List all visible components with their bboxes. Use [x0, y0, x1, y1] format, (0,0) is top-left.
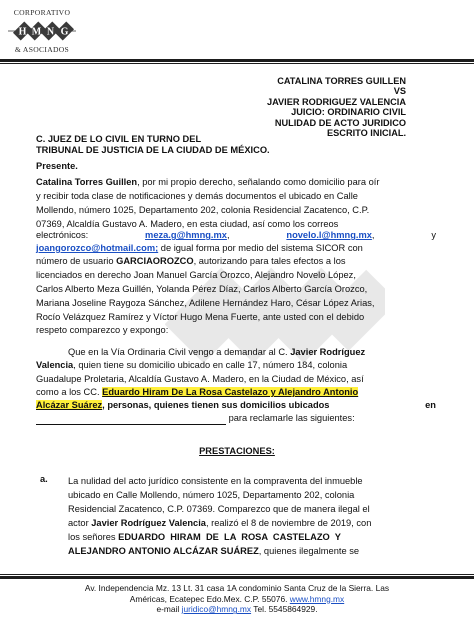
logo-top-text: CORPORATIVO [13, 8, 71, 17]
footer-line: Américas, Ecatepec Edo.Mex. C.P. 55076. www.hmng.mx [129, 593, 345, 604]
item-line: Residencial Zacatenco, C.P. 07369. Comparezco que de manera ilegal el [68, 504, 370, 514]
intro-line: joangorozco@hotmail.com; de igual forma por medio del sistema SICOR con [36, 243, 363, 253]
intro-line: licenciados en derecho Joan Manuel García Orozco, Alejandro Novelo López, [36, 270, 356, 280]
logo-letter: G [60, 26, 69, 38]
claim-line: Valencia, quien tiene su domicilio ubicado en calle 17, número 184, colonia [36, 360, 348, 370]
addressee-line: TRIBUNAL DE JUSTICIA DE LA CIUDAD DE MÉXICO. [36, 145, 270, 155]
footer-address [0, 583, 474, 615]
logo-letter: M [31, 26, 42, 38]
claim-blank-line: para reclamarle las siguientes: [36, 411, 436, 425]
claim-line: Que en la Vía Ordinaria Civil vengo a demandar al C. Javier Rodríguez [68, 347, 366, 357]
footer-rule [0, 574, 474, 580]
highlighted-names: Eduardo Hiram De La Rosa Castelazo y Alejandro Antonio [102, 387, 359, 397]
item-line: actor Javier Rodríguez Valencia, realizó el 8 de noviembre de 2019, con [68, 518, 372, 528]
intro-line: 07369, Alcaldía Gustavo A. Madero, en esta ciudad, así como los correos [36, 219, 339, 229]
intro-line: Catalina Torres Guillen, por mi propio derecho, señalando como domicilio para oír [36, 177, 380, 187]
footer-line: e-mail juridico@hmng.mx Tel. 5545864929. [156, 604, 318, 615]
intro-line: Carlos Alberto Meza Guillén, Yolanda Pérez Díaz, Carlos Alberto García Orozco, [36, 284, 368, 294]
email-link[interactable]: meza.g@hmng.mx [145, 230, 227, 240]
case-subject: NULIDAD DE ACTO JURIDICO [274, 117, 406, 128]
claim-line: como a los CC. Eduardo Hiram De La Rosa Castelazo y Alejandro Antonio [36, 387, 359, 397]
blank-underline [36, 415, 226, 425]
logo-letter: N [46, 26, 55, 38]
claim-line: Alcázar Suárez, personas, quienes tienen sus domicilios ubicados en [36, 400, 436, 410]
item-line: ubicado en Calle Mollendo, número 1025, Departamento 202, colonia [68, 490, 355, 500]
item-line: los señores EDUARDO HIRAM DE LA ROSA CASTELAZO Y [68, 532, 341, 542]
header-rule [0, 59, 474, 65]
email-link[interactable]: joangorozco@hotmail.com; [36, 243, 159, 253]
addressee [36, 134, 436, 156]
item-line: La nulidad del acto jurídico consistente en la compraventa del inmueble [68, 476, 363, 486]
document-type: ESCRITO INICIAL. [327, 128, 406, 139]
intro-line: Mollendo, número 1025, Departamento 202, colonia Residencial Zacatenco, C.P. [36, 205, 370, 215]
item-letter: a. [40, 474, 48, 484]
plaintiff-name: CATALINA TORRES GUILLEN [277, 76, 406, 86]
intro-line: y recibir toda clase de notificaciones y demás documentos el ubicado en Calle [36, 191, 358, 201]
trial-type: JUICIO: ORDINARIO CIVIL [291, 107, 406, 118]
salutation: Presente. [36, 161, 78, 171]
logo-bottom-text: & ASOCIADOS [14, 45, 70, 54]
sicor-username: GARCIAOROZCO [116, 256, 194, 266]
logo-letter: H [18, 26, 27, 38]
addressee-line: C. JUEZ DE LO CIVIL EN TURNO DEL [36, 134, 202, 144]
prestaciones-heading: PRESTACIONES: [199, 446, 275, 456]
intro-line: respeto comparezco y expongo: [36, 325, 169, 335]
website-link[interactable]: www.hmng.mx [289, 593, 345, 604]
logo-hmng-mark [8, 20, 76, 42]
intro-line: Rocío Velázquez Ramírez y Víctor Hugo Mena Fuerte, ante usted con el debido [36, 312, 365, 322]
versus-label: VS [393, 86, 406, 97]
claim-line: Guadalupe Proletaria, Alcaldía Gustavo A. Madero, en la Ciudad de México, así [36, 374, 364, 384]
email-link[interactable]: novelo.l@hmng.mx [286, 230, 372, 240]
defendant-name: JAVIER RODRIGUEZ VALENCIA [266, 96, 406, 107]
case-caption [267, 76, 406, 138]
footer-email-link[interactable]: juridico@hmng.mx [181, 604, 252, 615]
item-line: ALEJANDRO ANTONIO ALCÁZAR SUÁREZ, quienes ilegalmente se [68, 546, 360, 556]
intro-emails-line: electrónicos: meza.g@hmng.mx, novelo.l@hmng.mx, y [36, 230, 436, 240]
highlighted-names: Alcázar Suárez [36, 400, 103, 410]
intro-line: número de usuario GARCIAOROZCO, autorizando para tales efectos a los [36, 256, 346, 266]
intro-line: Mariana Joseline Raygoza Sánchez, Adilene Hernández Haro, César López Arias, [36, 298, 375, 308]
firm-logo [6, 4, 78, 58]
footer-line: Av. Independencia Mz. 13 Lt. 31 casa 1A condominio Santa Cruz de la Sierra. Las [84, 583, 390, 593]
